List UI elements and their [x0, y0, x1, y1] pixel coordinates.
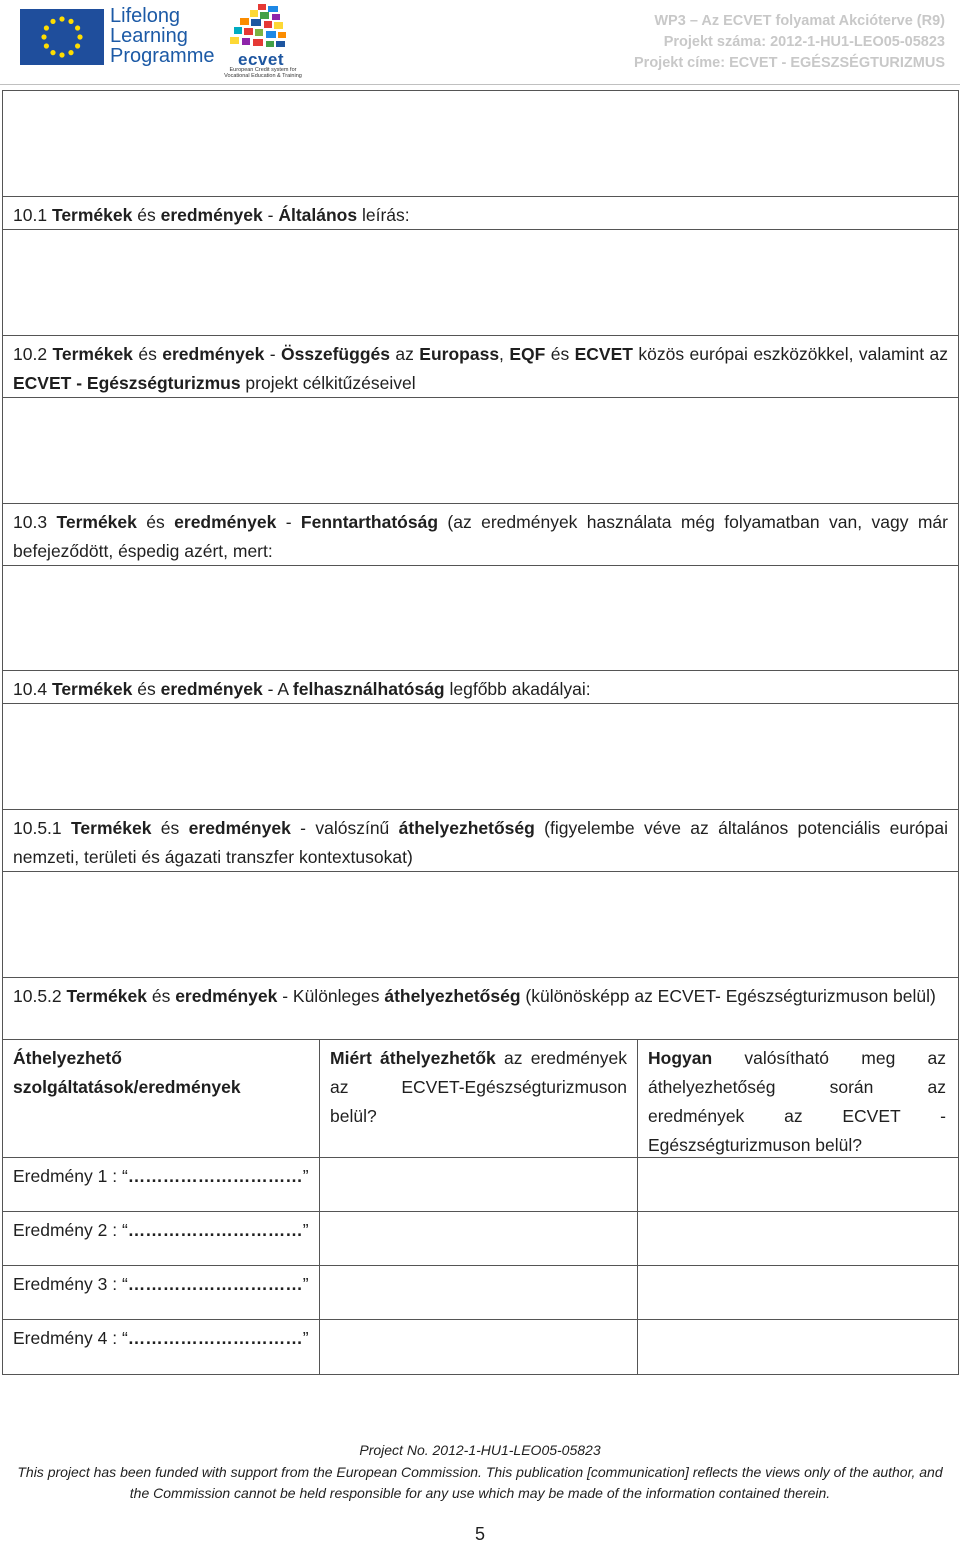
- answer-field-10-5-1[interactable]: [3, 872, 958, 978]
- bold-text: eredmények: [174, 512, 277, 532]
- text: és: [132, 205, 161, 225]
- form-table: [2, 90, 959, 1375]
- bold-text: áthelyezhetőség: [384, 986, 521, 1006]
- bold-text: eredmények: [175, 986, 278, 1006]
- section-number: 10.4: [13, 679, 52, 699]
- answer-field-10-1[interactable]: [3, 230, 958, 336]
- bold-text: EQF: [509, 344, 546, 364]
- result-label-cell: [3, 1158, 320, 1211]
- bold-text: Általános: [278, 205, 358, 225]
- text: -: [264, 344, 282, 364]
- bold-text: eredmények: [160, 679, 263, 699]
- eu-flag-icon: [20, 9, 104, 65]
- result-quote-end: ”: [302, 1328, 309, 1348]
- result-row-3: [3, 1266, 958, 1320]
- section-number: 10.5.1: [13, 818, 72, 838]
- llp-line-1: Lifelong: [110, 5, 181, 27]
- bold-text: eredmények: [188, 818, 291, 838]
- result-why-cell[interactable]: [320, 1320, 638, 1374]
- text: -: [262, 205, 279, 225]
- col-header-bold: Hogyan: [648, 1048, 713, 1068]
- text: és: [136, 512, 175, 532]
- section-number: 10.3: [13, 512, 57, 532]
- result-placeholder-dots: …………………………: [127, 1166, 303, 1186]
- col-header-how: [638, 1040, 956, 1157]
- header-project-info: [634, 11, 945, 74]
- result-row-4: [3, 1320, 958, 1375]
- result-label: Eredmény 1 : “: [13, 1166, 128, 1186]
- footer-disclaimer-line-1: This project has been funded with support from the European Commission. This publication [communication] reflects the views only of the author, and: [17, 1463, 943, 1480]
- result-row-1: [3, 1158, 958, 1212]
- result-why-cell[interactable]: [320, 1158, 638, 1211]
- result-placeholder-dots: …………………………: [127, 1220, 303, 1240]
- section-number: 10.1: [13, 205, 52, 225]
- text: közös európai eszközökkel, valamint az: [632, 344, 948, 364]
- result-placeholder-dots: …………………………: [127, 1328, 303, 1348]
- ecvet-subtitle-1: European Credit system for: [229, 67, 297, 73]
- result-quote-end: ”: [302, 1220, 309, 1240]
- bold-text: eredmények: [162, 344, 265, 364]
- result-quote-end: ”: [302, 1274, 309, 1294]
- bold-text: felhasználhatóság: [292, 679, 445, 699]
- section-10-4-label: [3, 671, 958, 704]
- bold-text: Termékek: [52, 344, 133, 364]
- text: legfőbb akadályai:: [444, 679, 591, 699]
- text: ,: [499, 344, 510, 364]
- section-number: 10.5.2: [13, 986, 67, 1006]
- result-label-cell: [3, 1266, 320, 1319]
- ecvet-wordmark: ecvet: [238, 50, 284, 69]
- bold-text: ECVET - Egészségturizmus: [13, 373, 241, 393]
- result-how-cell[interactable]: [638, 1158, 956, 1211]
- section-10-5-1-label: [3, 810, 958, 872]
- answer-field-pre-10-1[interactable]: [3, 91, 958, 197]
- bold-text: Fenntarthatóság: [300, 512, 439, 532]
- header-divider: [0, 84, 960, 85]
- result-how-cell[interactable]: [638, 1212, 956, 1265]
- ecvet-subtitle-2: Vocational Education & Training: [224, 73, 302, 79]
- result-how-cell[interactable]: [638, 1266, 956, 1319]
- header-project-number: Projekt száma: 2012-1-HU1-LEO05-05823: [663, 34, 945, 50]
- result-label-cell: [3, 1212, 320, 1265]
- result-label: Eredmény 2 : “: [13, 1220, 128, 1240]
- text: (figyelembe véve az általános potenciális európai nemzeti, területi és ágazati transzfer kontextusokat): [13, 818, 948, 867]
- bold-text: Europass: [419, 344, 500, 364]
- col-header-text: valósítható meg az áthelyezhetőség során az eredmények az ECVET - Egészségturizmuson belül?: [648, 1048, 946, 1155]
- section-10-5-2-label: [3, 978, 958, 1040]
- text: és: [545, 344, 575, 364]
- footer-project-number: Project No. 2012-1-HU1-LEO05-05823: [359, 1442, 601, 1458]
- answer-field-10-3[interactable]: [3, 566, 958, 671]
- result-row-2: [3, 1212, 958, 1266]
- bold-text: ECVET: [574, 344, 633, 364]
- llp-line-3: Programme: [110, 45, 215, 67]
- text: és: [132, 679, 161, 699]
- section-10-1-label: [3, 197, 958, 230]
- text: (különösképp az ECVET- Egészségturizmuson belül): [520, 986, 936, 1006]
- result-how-cell[interactable]: [638, 1320, 956, 1374]
- bold-text: Termékek: [51, 679, 133, 699]
- answer-field-10-4[interactable]: [3, 704, 958, 810]
- transferability-header-row: [3, 1040, 958, 1158]
- text: - A: [262, 679, 293, 699]
- text: -: [276, 512, 301, 532]
- bold-text: eredmények: [160, 205, 263, 225]
- lifelong-learning-programme-logo: [20, 6, 215, 68]
- section-10-2-label: [3, 336, 958, 398]
- header-wp-title: WP3 – Az ECVET folyamat Akcióterve (R9): [654, 13, 945, 29]
- bold-text: Összefüggés: [281, 344, 390, 364]
- col-header-transferable: [3, 1040, 320, 1157]
- result-why-cell[interactable]: [320, 1212, 638, 1265]
- page-header: [0, 0, 960, 86]
- result-label: Eredmény 4 : “: [13, 1328, 128, 1348]
- section-number: 10.2: [13, 344, 53, 364]
- ecvet-mosaic-icon: [224, 4, 304, 52]
- col-header-text: az eredmények az ECVET-Egészségturizmuson belül?: [330, 1048, 627, 1126]
- text: - valószínű: [290, 818, 399, 838]
- answer-field-10-2[interactable]: [3, 398, 958, 504]
- result-label-cell: [3, 1320, 320, 1374]
- col-header-bold: Miért áthelyezhetők: [330, 1048, 496, 1068]
- ecvet-logo: [224, 4, 304, 82]
- result-why-cell[interactable]: [320, 1266, 638, 1319]
- footer-disclaimer-line-2: the Commission cannot be held responsible for any use which may be made of the information contained therein.: [129, 1485, 831, 1501]
- bold-text: Termékek: [71, 818, 152, 838]
- result-label: Eredmény 3 : “: [13, 1274, 128, 1294]
- text: leírás:: [357, 205, 410, 225]
- result-placeholder-dots: …………………………: [127, 1274, 303, 1294]
- llp-line-2: Learning: [110, 25, 188, 47]
- text: - Különleges: [277, 986, 385, 1006]
- text: és: [146, 986, 176, 1006]
- text: és: [132, 344, 163, 364]
- text: (az eredmények használata még folyamatban van, vagy már befejeződött, éspedig azért, mert:: [13, 512, 948, 561]
- col-header-text: Áthelyezhető szolgáltatások/eredmények: [13, 1048, 241, 1097]
- bold-text: Termékek: [56, 512, 137, 532]
- bold-text: Termékek: [66, 986, 147, 1006]
- result-quote-end: ”: [302, 1166, 309, 1186]
- section-10-3-label: [3, 504, 958, 566]
- text: és: [151, 818, 189, 838]
- page-footer: [0, 1440, 960, 1505]
- bold-text: Termékek: [51, 205, 133, 225]
- bold-text: áthelyezhetőség: [398, 818, 535, 838]
- text: az: [389, 344, 420, 364]
- col-header-why: [320, 1040, 638, 1157]
- text: projekt célkitűzéseivel: [240, 373, 416, 393]
- header-project-title: Projekt címe: ECVET - EGÉSZSÉGTURIZMUS: [634, 55, 945, 71]
- page-number: 5: [474, 1524, 485, 1544]
